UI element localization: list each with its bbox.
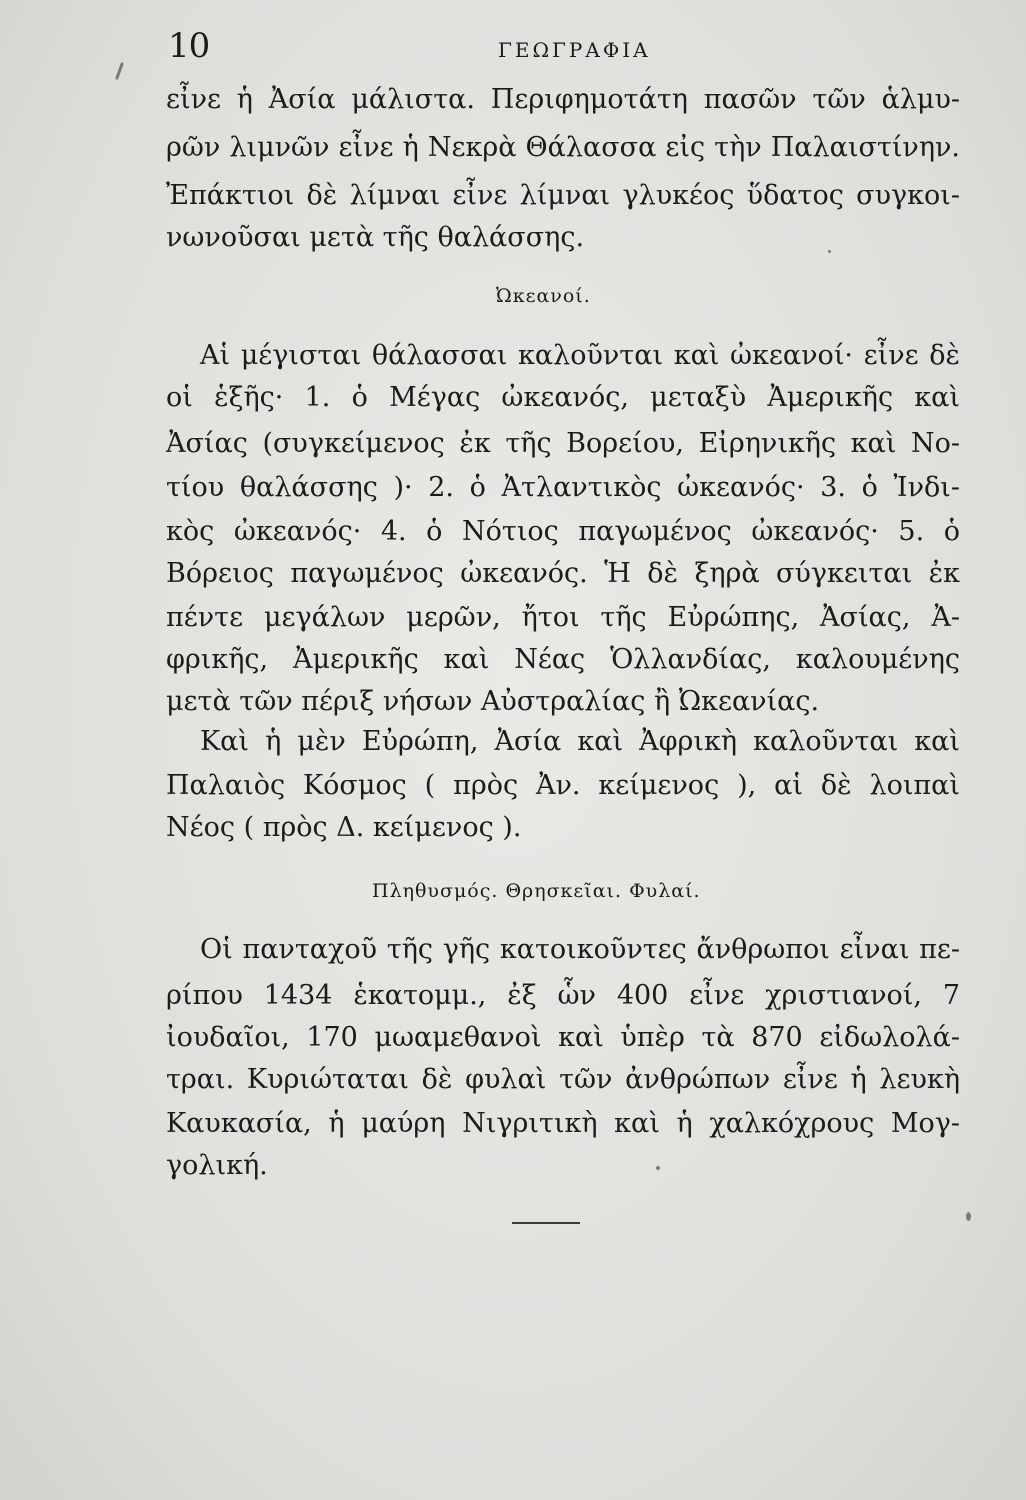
text-line: Αἱ μέγισται θάλασσαι καλοῦνται καὶ ὠκεανοί· εἶνε δὲ: [200, 340, 960, 371]
text-line: Οἱ πανταχοῦ τῆς γῆς κατοικοῦντες ἄνθρωποι εἶναι πε-: [200, 934, 960, 965]
page-number: 10: [168, 26, 210, 66]
text-line: μετὰ τῶν πέριξ νήσων Αὐστραλίας ἢ Ὠκεανίας.: [166, 686, 820, 717]
running-title: ΓΕΩΓΡΑΦΙΑ: [498, 38, 651, 62]
text-line: Παλαιὸς Κόσμος ( πρὸς Ἀν. κείμενος ), αἱ δὲ λοιπαὶ: [166, 770, 960, 801]
text-line: Βόρειος παγωμένος ὠκεανός. Ἡ δὲ ξηρὰ σύγκειται ἐκ: [166, 558, 960, 589]
print-speck: [115, 62, 124, 80]
text-line: ρῶν λιμνῶν εἶνε ἡ Νεκρὰ Θάλασσα εἰς τὴν Παλαιστίνην.: [166, 132, 960, 163]
text-line: τραι. Κυριώταται δὲ φυλαὶ τῶν ἀνθρώπων εἶνε ἡ λευκὴ: [166, 1064, 960, 1095]
print-speck: [966, 1212, 971, 1221]
text-line: Καυκασία, ἡ μαύρη Νιγριτικὴ καὶ ἡ χαλκόχρους Μογ-: [166, 1108, 960, 1139]
text-line: τίου θαλάσσης )· 2. ὁ Ἀτλαντικὸς ὠκεανός· 3. ὁ Ἰνδι-: [166, 472, 960, 503]
text-line: ρίπου 1434 ἑκατομμ., ἐξ ὧν 400 εἶνε χριστιανοί, 7: [166, 980, 960, 1011]
print-speck: [828, 250, 831, 253]
section-heading-population: Πληθυσμός. Θρησκεῖαι. Φυλαί.: [372, 880, 701, 902]
end-rule: [512, 1222, 580, 1224]
text-line: εἶνε ἡ Ἀσία μάλιστα. Περιφημοτάτη πασῶν τῶν ἁλμυ-: [166, 84, 960, 115]
text-line: φρικῆς, Ἀμερικῆς καὶ Νέας Ὁλλανδίας, καλουμένης: [166, 644, 960, 675]
text-line: κὸς ὠκεανός· 4. ὁ Νότιος παγωμένος ὠκεανός· 5. ὁ: [166, 516, 960, 547]
text-line: ἰουδαῖοι, 170 μωαμεθανοὶ καὶ ὑπὲρ τὰ 870 εἰδωλολά-: [166, 1022, 960, 1053]
text-line: Νέος ( πρὸς Δ. κείμενος ).: [166, 812, 522, 843]
text-line: Ἐπάκτιοι δὲ λίμναι εἶνε λίμναι γλυκέος ὕδατος συγκοι-: [166, 180, 960, 211]
text-line: νωνοῦσαι μετὰ τῆς θαλάσσης.: [166, 222, 585, 253]
text-line: Καὶ ἡ μὲν Εὐρώπη, Ἀσία καὶ Ἀφρικὴ καλοῦνται καὶ: [200, 726, 960, 757]
section-heading-oceans: Ὠκεανοί.: [496, 285, 591, 307]
text-line: γολική.: [166, 1150, 268, 1181]
text-line: πέντε μεγάλων μερῶν, ἤτοι τῆς Εὐρώπης, Ἀσίας, Ἀ-: [166, 602, 960, 633]
print-speck: [656, 1166, 660, 1170]
text-line: οἱ ἑξῆς· 1. ὁ Μέγας ὠκεανός, μεταξὺ Ἀμερικῆς καὶ: [166, 382, 960, 413]
text-line: Ἀσίας (συγκείμενος ἐκ τῆς Βορείου, Εἰρηνικῆς καὶ Νο-: [166, 428, 960, 459]
